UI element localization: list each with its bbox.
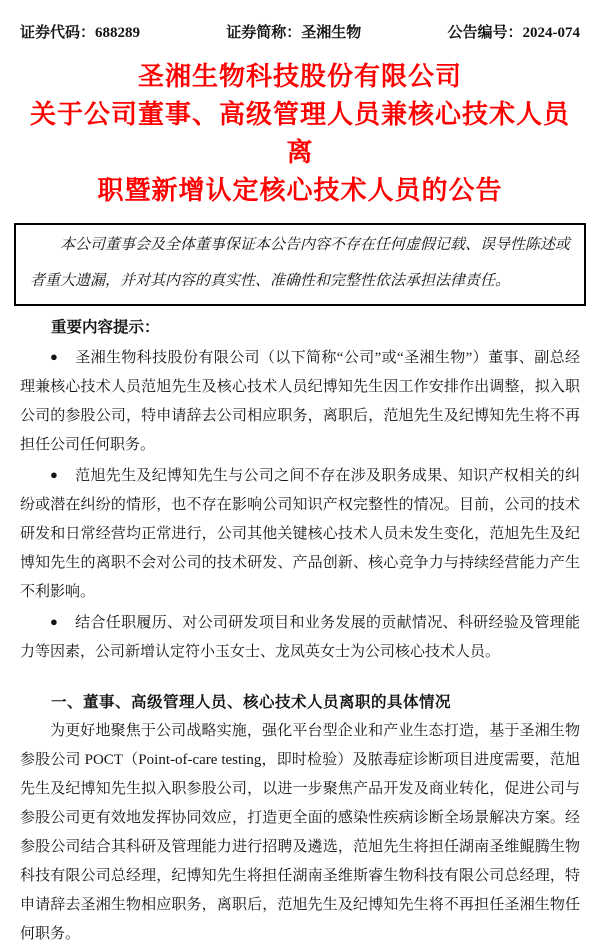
stock-code: 证券代码：688289 bbox=[20, 25, 141, 41]
bullet-icon: ● bbox=[50, 467, 58, 482]
bullet-icon: ● bbox=[50, 349, 58, 364]
important-note-text: 结合任职履历、对公司研发项目和业务发展的贡献情况、科研经验及管理能力等因素，公司新增认定符小玉女士、龙凤英女士为公司核心技术人员。 bbox=[20, 615, 580, 660]
announcement-title bbox=[20, 57, 580, 209]
section-1-paragraph: 为更好地聚焦于公司战略实施，强化平台型企业和产业生态打造，基于圣湘生物参股公司 POCT（Point-of-care testing，即时检验）及脓毒症诊断项目进度需要，范旭先生及纪博知先生拟入职参股公司，以进一步聚焦产品开发及商业转化，促进公司与参股公司更有效地发挥协同效应，打造更全面的感染性疾病诊断全场景解决方案。经参股公司结合其科研及管理能力进行招聘及遴选，范旭先生将担任湖南圣维鲲腾生物科技有限公司总经理，纪博知先生将担任湖南圣维斯睿生物科技有限公司总经理，特申请辞去圣湘生物相应职务，离职后，范旭先生及纪博知先生将不再担任圣湘生物任何职务。 bbox=[20, 723, 580, 942]
title-line-1: 圣湘生物科技股份有限公司 bbox=[137, 61, 462, 91]
important-note-item bbox=[20, 342, 580, 460]
title-line-2: 关于公司董事、高级管理人员兼核心技术人员离 bbox=[29, 99, 570, 167]
important-note-item bbox=[20, 460, 580, 607]
important-notes-heading: 重要内容提示： bbox=[51, 319, 160, 336]
important-note-text: 圣湘生物科技股份有限公司（以下简称“公司”或“圣湘生物”）董事、副总经理兼核心技术人员范旭先生及核心技术人员纪博知先生因工作安排作出调整，拟入职公司的参股公司，特申请辞去公司相应职务，离职后，范旭先生及纪博知先生将不再担任公司任何职务。 bbox=[20, 350, 580, 453]
document-header bbox=[20, 24, 580, 42]
stock-abbreviation: 证券简称：圣湘生物 bbox=[226, 25, 362, 41]
important-note-text: 范旭先生及纪博知先生与公司之间不存在涉及职务成果、知识产权相关的纠纷或潜在纠纷的情形，也不存在影响公司知识产权完整性的情况。目前，公司的技术研发和日常经营均正常进行，公司其他关键核心技术人员未发生变化，范旭先生及纪博知先生的离职不会对公司的技术研发、产品创新、核心竞争力与持续经营能力产生不利影响。 bbox=[20, 468, 580, 600]
important-note-item bbox=[20, 607, 580, 667]
bullet-icon: ● bbox=[50, 614, 58, 629]
board-disclaimer-box: 本公司董事会及全体董事保证本公告内容不存在任何虚假记载、误导性陈述或者重大遗漏，并对其内容的真实性、准确性和完整性依法承担法律责任。 bbox=[14, 223, 586, 306]
section-1-heading: 一、董事、高级管理人员、核心技术人员离职的具体情况 bbox=[51, 694, 452, 711]
announcement-number: 公告编号：2024-074 bbox=[447, 25, 580, 41]
title-line-3: 职暨新增认定核心技术人员的公告 bbox=[97, 175, 503, 205]
